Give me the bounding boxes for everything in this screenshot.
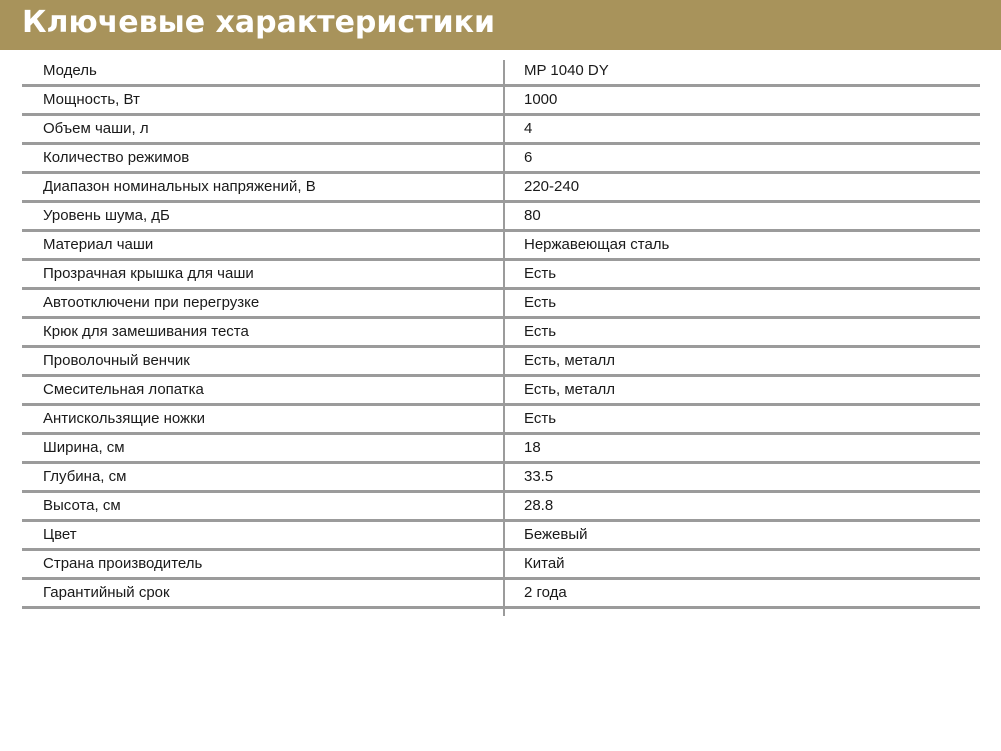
spec-label: Крюк для замешивания теста [43,323,249,340]
specs-table [22,58,980,609]
spec-label: Объем чаши, л [43,120,149,137]
spec-value: 33.5 [524,468,554,485]
table-row [22,348,980,377]
table-row [22,87,980,116]
spec-label: Высота, см [43,497,121,514]
table-row [22,290,980,319]
page-title: Ключевые характеристики [22,5,495,40]
table-row [22,232,980,261]
spec-label: Материал чаши [43,236,154,253]
spec-value: 80 [524,207,541,224]
spec-value: 220-240 [524,178,580,195]
spec-value: Есть, металл [524,381,616,398]
column-divider [503,60,505,616]
table-row [22,261,980,290]
table-row [22,493,980,522]
table-row [22,116,980,145]
spec-label: Гарантийный срок [43,584,170,601]
table-row [22,406,980,435]
spec-label: Смесительная лопатка [43,381,204,398]
spec-value: MP 1040 DY [524,62,609,79]
spec-value: 4 [524,120,533,137]
table-row [22,522,980,551]
table-row [22,174,980,203]
table-row [22,580,980,609]
spec-value: 6 [524,149,533,166]
spec-value: Есть, металл [524,352,616,369]
spec-value: Нержавеющая сталь [524,236,670,253]
spec-value: 18 [524,439,541,456]
spec-value: Бежевый [524,526,588,543]
spec-label: Модель [43,62,97,79]
spec-value: Есть [524,410,557,427]
table-row [22,435,980,464]
spec-label: Количество режимов [43,149,190,166]
spec-value: 2 года [524,584,567,601]
table-row [22,551,980,580]
table-row [22,203,980,232]
spec-label: Диапазон номинальных напряжений, В [43,178,316,195]
spec-label: Антискользящие ножки [43,410,206,427]
spec-label: Проволочный венчик [43,352,190,369]
table-row [22,58,980,87]
spec-value: Китай [524,555,565,572]
spec-value: Есть [524,323,557,340]
spec-value: Есть [524,294,557,311]
spec-label: Страна производитель [43,555,203,572]
header-bar [0,0,1001,50]
table-row [22,145,980,174]
table-row [22,319,980,348]
spec-label: Цвет [43,526,77,543]
spec-label: Уровень шума, дБ [43,207,170,224]
spec-label: Ширина, см [43,439,125,456]
spec-label: Автоотключени при перегрузке [43,294,260,311]
spec-label: Мощность, Вт [43,91,140,108]
spec-value: 28.8 [524,497,554,514]
spec-value: 1000 [524,91,558,108]
table-row [22,377,980,406]
spec-value: Есть [524,265,557,282]
table-row [22,464,980,493]
spec-label: Глубина, см [43,468,127,485]
spec-label: Прозрачная крышка для чаши [43,265,254,282]
